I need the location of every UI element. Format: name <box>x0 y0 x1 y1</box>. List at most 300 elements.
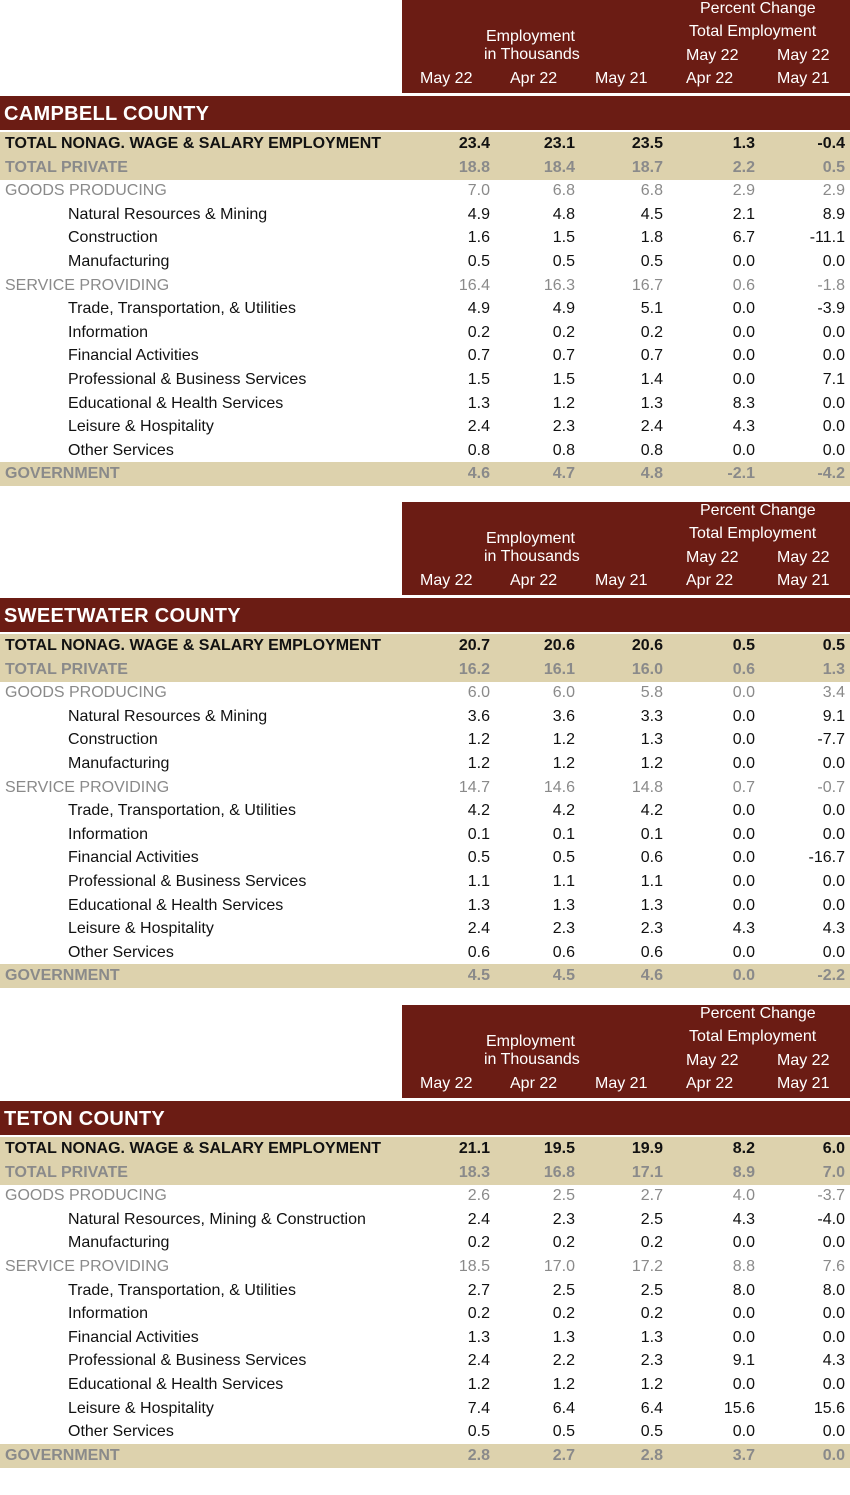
table-row <box>0 681 850 705</box>
table-row <box>0 1255 850 1279</box>
row-value: 0.0 <box>732 825 755 843</box>
percent-header-line1: Percent Change <box>700 1005 816 1022</box>
table-row <box>0 297 850 321</box>
row-value: 0.2 <box>467 1234 490 1252</box>
row-label: Professional & Business Services <box>68 371 307 388</box>
employment-header-line2: in Thousands <box>484 46 580 63</box>
row-value: 0.0 <box>732 253 755 270</box>
table-row <box>0 870 850 894</box>
row-value: 0.6 <box>552 943 575 961</box>
row-value: 0.0 <box>732 896 755 914</box>
row-value: 4.6 <box>640 967 663 985</box>
row-value: 8.8 <box>732 1258 755 1275</box>
column-period: Apr 22 <box>686 70 734 87</box>
row-label: SERVICE PROVIDING <box>5 276 170 294</box>
row-value: 0.6 <box>640 943 663 961</box>
row-value: 0.0 <box>732 943 755 961</box>
column-period-top: May 22 <box>686 1052 739 1069</box>
row-label: Financial Activities <box>68 347 199 365</box>
row-value: 2.4 <box>640 418 663 436</box>
row-label: Natural Resources & Mining <box>68 707 268 725</box>
column-period-top: May 22 <box>777 549 830 566</box>
row-value: 0.2 <box>640 1305 663 1323</box>
table-row <box>0 1184 850 1208</box>
column-header <box>402 1005 850 1098</box>
row-value: 18.7 <box>631 158 663 176</box>
table-row <box>0 226 850 250</box>
row-label: Natural Resources, Mining & Construction <box>68 1210 366 1228</box>
table-row <box>0 1231 850 1255</box>
row-value: 4.9 <box>552 300 575 318</box>
table-row <box>0 344 850 368</box>
row-value: 0.0 <box>732 873 755 890</box>
row-label: TOTAL PRIVATE <box>5 158 128 176</box>
row-label: GOVERNMENT <box>5 465 120 483</box>
row-value: 4.5 <box>552 967 575 985</box>
row-value: 6.8 <box>552 182 575 200</box>
row-value: -1.8 <box>817 276 845 294</box>
row-value: 4.7 <box>552 465 575 483</box>
row-value: 16.0 <box>631 660 663 678</box>
row-value: 15.6 <box>813 1399 845 1417</box>
row-value: 0.0 <box>732 300 755 318</box>
row-value: 18.3 <box>458 1163 490 1181</box>
row-value: 6.4 <box>640 1399 663 1417</box>
row-value: 23.4 <box>458 135 490 152</box>
employment-header-line2: in Thousands <box>484 1051 580 1068</box>
row-value: 0.0 <box>822 394 845 412</box>
row-value: 2.2 <box>732 158 755 176</box>
row-value: 0.0 <box>732 1376 755 1393</box>
row-value: 5.8 <box>640 684 663 702</box>
row-value: 1.5 <box>467 371 490 388</box>
percent-header-line2: Total Employment <box>689 23 817 40</box>
row-value: 0.0 <box>732 323 755 341</box>
row-value: 0.0 <box>822 1305 845 1323</box>
row-value: 2.1 <box>732 205 755 223</box>
row-value: 0.1 <box>640 825 663 843</box>
column-period: Apr 22 <box>510 1075 558 1092</box>
row-value: 0.8 <box>552 441 575 459</box>
row-value: 0.1 <box>552 825 575 843</box>
row-value: 4.3 <box>732 418 755 436</box>
row-value: 6.8 <box>640 182 663 200</box>
row-value: -4.0 <box>817 1210 845 1228</box>
row-value: 0.0 <box>732 1234 755 1252</box>
row-value: 0.5 <box>467 849 490 867</box>
row-value: 6.0 <box>467 684 490 702</box>
column-period: May 21 <box>595 572 648 589</box>
row-value: 0.0 <box>732 1328 755 1346</box>
row-value: 1.3 <box>822 660 845 678</box>
column-period: May 21 <box>595 1075 648 1092</box>
row-value: 2.3 <box>552 418 575 436</box>
row-value: 0.7 <box>467 347 490 365</box>
row-value: 0.0 <box>822 347 845 365</box>
row-value: 1.1 <box>467 873 490 890</box>
row-value: 0.0 <box>732 441 755 459</box>
row-value: 1.3 <box>552 896 575 914</box>
row-label: Financial Activities <box>68 849 199 867</box>
row-value: 1.3 <box>640 1328 663 1346</box>
row-value: 0.0 <box>822 1376 845 1393</box>
row-value: 1.3 <box>467 394 490 412</box>
row-value: 4.9 <box>467 205 490 223</box>
table-row <box>0 823 850 847</box>
row-label: Professional & Business Services <box>68 1352 307 1370</box>
employment-header-line1: Employment <box>486 28 575 45</box>
row-value: 4.5 <box>467 967 490 985</box>
row-label: Educational & Health Services <box>68 1376 284 1393</box>
table-row <box>0 462 850 486</box>
employment-header-line2: in Thousands <box>484 548 580 565</box>
row-value: 18.4 <box>543 158 575 176</box>
table-row <box>0 179 850 203</box>
table-row <box>0 1349 850 1373</box>
row-label: GOODS PRODUCING <box>5 684 167 702</box>
row-value: 4.2 <box>467 802 490 820</box>
table-row <box>0 439 850 463</box>
county-table-0 <box>0 0 850 490</box>
row-value: 1.2 <box>467 755 490 772</box>
column-header <box>402 0 850 93</box>
row-value: 4.8 <box>552 205 575 223</box>
row-value: 0.0 <box>732 1423 755 1441</box>
percent-header-line2: Total Employment <box>689 525 817 542</box>
row-value: 1.1 <box>640 873 663 890</box>
row-value: 0.2 <box>640 323 663 341</box>
table-row <box>0 1420 850 1444</box>
row-value: 16.7 <box>631 276 663 294</box>
row-value: 0.5 <box>552 849 575 867</box>
row-value: 2.4 <box>467 1210 490 1228</box>
row-value: 0.2 <box>552 1234 575 1252</box>
percent-header-line1: Percent Change <box>700 0 816 17</box>
row-value: 0.1 <box>467 825 490 843</box>
row-value: 0.0 <box>822 943 845 961</box>
row-value: 5.1 <box>640 300 663 318</box>
row-value: 8.0 <box>732 1281 755 1299</box>
row-value: 0.0 <box>822 802 845 820</box>
row-value: 2.9 <box>822 182 845 200</box>
row-value: 1.3 <box>640 394 663 412</box>
row-value: 0.5 <box>732 637 755 654</box>
row-label: Educational & Health Services <box>68 394 284 412</box>
table-row <box>0 203 850 227</box>
row-label: Natural Resources & Mining <box>68 205 268 223</box>
row-value: 1.2 <box>467 1376 490 1393</box>
column-period: May 22 <box>420 572 473 589</box>
table-row <box>0 1397 850 1421</box>
row-value: 0.5 <box>640 253 663 270</box>
row-value: 2.5 <box>552 1281 575 1299</box>
row-label: Trade, Transportation, & Utilities <box>68 1281 296 1299</box>
row-value: -11.1 <box>809 229 845 247</box>
percent-header-line1: Percent Change <box>700 502 816 519</box>
table-row <box>0 1302 850 1326</box>
row-value: 19.5 <box>543 1140 575 1157</box>
row-value: 3.3 <box>640 707 663 725</box>
row-value: 15.6 <box>723 1399 755 1417</box>
row-value: 1.6 <box>467 229 490 247</box>
row-value: 23.1 <box>543 135 575 152</box>
column-period: May 22 <box>420 70 473 87</box>
row-label: Information <box>68 825 149 843</box>
row-value: 0.8 <box>640 441 663 459</box>
row-value: 4.9 <box>467 300 490 318</box>
row-value: 17.1 <box>631 1163 663 1181</box>
table-row <box>0 156 850 180</box>
row-value: 17.2 <box>631 1258 663 1275</box>
row-value: 6.7 <box>732 229 755 247</box>
column-period: Apr 22 <box>686 1075 734 1092</box>
row-label: Trade, Transportation, & Utilities <box>68 300 296 318</box>
row-label: Other Services <box>68 943 174 961</box>
table-row <box>0 1279 850 1303</box>
row-value: 6.0 <box>822 1140 845 1157</box>
row-value: 9.1 <box>732 1352 755 1370</box>
table-row <box>0 1161 850 1185</box>
row-label: Manufacturing <box>68 755 170 772</box>
row-value: 1.3 <box>552 1328 575 1346</box>
row-value: 1.5 <box>552 371 575 388</box>
row-value: 0.5 <box>467 1423 490 1441</box>
row-value: 0.8 <box>467 441 490 459</box>
row-value: 0.0 <box>732 347 755 365</box>
row-label: Manufacturing <box>68 1234 170 1252</box>
column-period-top: May 22 <box>686 47 739 64</box>
table-row <box>0 368 850 392</box>
row-value: 0.7 <box>640 347 663 365</box>
row-value: 4.8 <box>640 465 663 483</box>
row-value: -16.7 <box>808 849 845 867</box>
row-label: Financial Activities <box>68 1328 199 1346</box>
row-value: 4.3 <box>822 920 845 938</box>
row-value: 2.4 <box>467 1352 490 1370</box>
row-value: 0.0 <box>822 323 845 341</box>
row-value: 2.5 <box>640 1210 663 1228</box>
column-period: May 21 <box>777 572 830 589</box>
column-period: Apr 22 <box>510 572 558 589</box>
row-value: 19.9 <box>631 1140 663 1157</box>
row-value: 0.0 <box>822 896 845 914</box>
row-value: 3.6 <box>552 707 575 725</box>
row-value: 1.3 <box>640 896 663 914</box>
row-value: 0.0 <box>732 967 755 985</box>
table-row <box>0 1137 850 1161</box>
row-value: 2.4 <box>467 418 490 436</box>
row-value: -2.1 <box>727 465 755 483</box>
row-value: 2.3 <box>552 1210 575 1228</box>
table-row <box>0 728 850 752</box>
row-value: 16.4 <box>458 276 490 294</box>
row-label: Construction <box>68 229 158 247</box>
row-value: 8.0 <box>822 1281 845 1299</box>
row-value: 0.0 <box>822 825 845 843</box>
row-label: Other Services <box>68 1423 174 1441</box>
table-row <box>0 846 850 870</box>
column-period: May 21 <box>777 70 830 87</box>
row-value: 1.8 <box>640 229 663 247</box>
row-value: 0.0 <box>732 802 755 820</box>
row-value: -0.7 <box>817 778 845 796</box>
row-value: 1.3 <box>467 896 490 914</box>
row-value: 8.9 <box>822 205 845 223</box>
row-value: 0.2 <box>640 1234 663 1252</box>
row-value: 20.6 <box>631 637 663 654</box>
row-label: Leisure & Hospitality <box>68 1399 214 1417</box>
table-row <box>0 941 850 965</box>
row-value: 0.0 <box>822 1446 845 1464</box>
row-value: 0.2 <box>552 323 575 341</box>
row-value: 0.0 <box>822 1423 845 1441</box>
row-value: 0.2 <box>467 1305 490 1323</box>
column-period: Apr 22 <box>686 572 734 589</box>
row-value: 2.7 <box>552 1446 575 1464</box>
row-label: Professional & Business Services <box>68 873 307 890</box>
row-value: 0.7 <box>552 347 575 365</box>
row-value: 16.1 <box>543 660 575 678</box>
row-label: TOTAL PRIVATE <box>5 1163 128 1181</box>
row-value: 2.6 <box>467 1187 490 1205</box>
row-value: 14.6 <box>543 778 575 796</box>
row-label: Educational & Health Services <box>68 896 284 914</box>
column-period: May 21 <box>777 1075 830 1092</box>
table-row <box>0 415 850 439</box>
row-value: 0.6 <box>732 276 755 294</box>
row-value: 16.8 <box>543 1163 575 1181</box>
row-value: 0.5 <box>822 637 845 654</box>
row-value: 1.3 <box>467 1328 490 1346</box>
row-value: 21.1 <box>458 1140 490 1157</box>
row-label: Construction <box>68 731 158 749</box>
row-value: 0.0 <box>822 418 845 436</box>
table-row <box>0 1373 850 1397</box>
column-period-top: May 22 <box>686 549 739 566</box>
row-value: 0.0 <box>822 755 845 772</box>
row-value: 0.0 <box>822 253 845 270</box>
row-value: 0.0 <box>732 1305 755 1323</box>
table-row <box>0 705 850 729</box>
row-value: 0.2 <box>552 1305 575 1323</box>
row-label: Information <box>68 323 149 341</box>
row-label: TOTAL NONAG. WAGE & SALARY EMPLOYMENT <box>5 135 382 152</box>
table-row <box>0 1208 850 1232</box>
county-title: SWEETWATER COUNTY <box>0 598 850 632</box>
employment-header-line1: Employment <box>486 1033 575 1050</box>
table-row <box>0 274 850 298</box>
row-label: Leisure & Hospitality <box>68 920 214 938</box>
row-value: 7.1 <box>822 371 845 388</box>
row-value: 0.5 <box>552 1423 575 1441</box>
row-value: 0.0 <box>732 755 755 772</box>
row-label: GOVERNMENT <box>5 967 120 985</box>
row-value: 4.3 <box>732 1210 755 1228</box>
row-value: 2.3 <box>640 1352 663 1370</box>
column-period: Apr 22 <box>510 70 558 87</box>
row-value: 0.2 <box>467 323 490 341</box>
row-label: Manufacturing <box>68 253 170 270</box>
row-value: 0.0 <box>732 371 755 388</box>
county-title: CAMPBELL COUNTY <box>0 96 850 130</box>
row-value: 4.2 <box>552 802 575 820</box>
row-value: 2.7 <box>467 1281 490 1299</box>
county-title: TETON COUNTY <box>0 1101 850 1135</box>
row-value: 2.7 <box>640 1187 663 1205</box>
row-value: 4.6 <box>467 465 490 483</box>
row-value: 0.0 <box>732 684 755 702</box>
row-value: 1.2 <box>552 394 575 412</box>
row-value: 2.8 <box>640 1446 663 1464</box>
row-label: SERVICE PROVIDING <box>5 778 170 796</box>
row-value: 2.9 <box>732 182 755 200</box>
row-value: 16.3 <box>543 276 575 294</box>
row-value: 0.0 <box>822 441 845 459</box>
row-value: -3.7 <box>817 1187 845 1205</box>
row-label: GOODS PRODUCING <box>5 182 167 200</box>
row-label: GOODS PRODUCING <box>5 1187 167 1205</box>
row-value: 0.0 <box>822 1328 845 1346</box>
table-row <box>0 799 850 823</box>
county-table-1 <box>0 502 850 992</box>
table-row <box>0 658 850 682</box>
table-row <box>0 1326 850 1350</box>
row-value: -4.2 <box>817 465 845 483</box>
percent-header-line2: Total Employment <box>689 1028 817 1045</box>
table-row <box>0 392 850 416</box>
row-value: 1.3 <box>640 731 663 749</box>
row-value: -2.2 <box>817 967 845 985</box>
row-value: 0.5 <box>822 158 845 176</box>
table-row <box>0 1444 850 1468</box>
row-label: TOTAL PRIVATE <box>5 660 128 678</box>
row-value: 9.1 <box>822 707 845 725</box>
row-label: TOTAL NONAG. WAGE & SALARY EMPLOYMENT <box>5 1140 382 1157</box>
row-value: 0.5 <box>552 253 575 270</box>
row-value: 23.5 <box>631 135 663 152</box>
row-value: 1.2 <box>467 731 490 749</box>
row-value: 3.6 <box>467 707 490 725</box>
column-period: May 21 <box>595 70 648 87</box>
row-value: 0.7 <box>732 778 755 796</box>
row-value: 20.7 <box>458 637 490 654</box>
table-row <box>0 250 850 274</box>
row-value: 0.0 <box>822 1234 845 1252</box>
row-value: 0.6 <box>640 849 663 867</box>
column-period: May 22 <box>420 1075 473 1092</box>
row-value: 1.2 <box>552 755 575 772</box>
employment-header-line1: Employment <box>486 530 575 547</box>
row-value: 18.5 <box>458 1258 490 1275</box>
row-label: GOVERNMENT <box>5 1446 120 1464</box>
table-row <box>0 321 850 345</box>
table-row <box>0 964 850 988</box>
row-value: 2.5 <box>640 1281 663 1299</box>
row-value: 4.3 <box>822 1352 845 1370</box>
row-value: 7.0 <box>467 182 490 200</box>
county-table-2 <box>0 1005 850 1495</box>
table-row <box>0 132 850 156</box>
row-value: 20.6 <box>543 637 575 654</box>
row-value: 0.0 <box>822 873 845 890</box>
column-header <box>402 502 850 595</box>
row-value: 1.3 <box>732 135 755 152</box>
table-row <box>0 752 850 776</box>
row-value: -0.4 <box>817 135 845 152</box>
row-value: 16.2 <box>458 660 490 678</box>
row-label: Other Services <box>68 441 174 459</box>
row-value: 14.8 <box>631 778 663 796</box>
